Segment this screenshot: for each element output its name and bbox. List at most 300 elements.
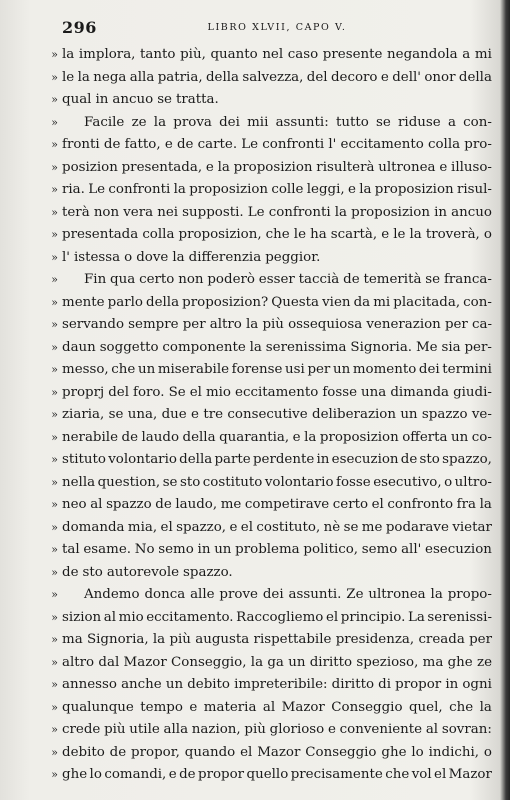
word: al: [262, 699, 276, 715]
word: parlo: [107, 294, 143, 310]
word: sto: [179, 474, 201, 490]
word: un: [214, 542, 232, 557]
word: del: [306, 69, 328, 85]
word: certo: [332, 497, 369, 512]
word: franca-: [443, 272, 492, 287]
quote-mark: »: [51, 475, 58, 489]
word: fatto,: [124, 137, 161, 152]
word: ghe: [62, 767, 88, 782]
word: ze: [477, 654, 492, 670]
word: de: [62, 564, 79, 580]
word: per: [307, 362, 331, 377]
word: per: [182, 317, 206, 332]
word: non: [178, 272, 204, 287]
word: donca: [144, 587, 186, 602]
word: all': [401, 542, 422, 557]
text-line: [51, 562, 492, 585]
word: tempo: [140, 699, 183, 715]
word: che: [265, 227, 290, 242]
word: ultro-: [454, 474, 492, 490]
word: se: [157, 92, 172, 107]
word: se: [162, 474, 178, 490]
quote-mark: »: [51, 363, 58, 376]
word: implora,: [78, 47, 136, 62]
word: utile: [129, 722, 160, 737]
word: e: [205, 159, 214, 175]
word: altro: [209, 317, 242, 332]
word: daun: [62, 339, 96, 355]
word: presentada,: [121, 159, 203, 175]
word: placitada,: [393, 294, 461, 310]
word: risul-: [456, 182, 492, 197]
text-line: [51, 652, 492, 675]
word: de: [103, 137, 121, 152]
word: quel,: [408, 699, 443, 715]
word: confronti: [108, 182, 171, 197]
word: ancuo: [112, 92, 154, 107]
word: le: [393, 227, 406, 242]
word: nè: [323, 519, 341, 535]
word: la: [246, 317, 259, 332]
word: el: [325, 609, 339, 625]
word: della: [179, 452, 213, 467]
word: annesso: [62, 677, 117, 692]
quote-mark: »: [51, 700, 58, 714]
word: eccitamento: [340, 137, 424, 152]
word: se: [343, 519, 359, 535]
word: miserabile: [157, 362, 230, 377]
word: dimanda: [390, 384, 450, 400]
word: e: [168, 767, 177, 782]
word: termini: [442, 362, 492, 377]
word: tutto: [335, 114, 369, 130]
word: soggetto: [99, 339, 159, 355]
quote-mark: »: [51, 115, 58, 129]
word: Mazor: [448, 767, 492, 782]
word: el: [160, 519, 173, 535]
text-line: [51, 292, 492, 315]
quote-mark: »: [51, 318, 58, 331]
quote-mark: »: [51, 745, 58, 759]
word: propor: [198, 767, 245, 782]
word: la: [77, 69, 90, 85]
word: spazzo,: [442, 452, 492, 467]
word: ve-: [471, 407, 492, 422]
word: ria.: [62, 182, 85, 197]
quote-mark: »: [51, 588, 58, 601]
word: ziaria,: [62, 407, 105, 422]
word: Facile: [84, 114, 125, 130]
word: indichi,: [428, 744, 480, 760]
word: che: [449, 699, 474, 715]
text-line: [51, 247, 492, 270]
word: in: [95, 92, 109, 107]
word: troverà,: [425, 227, 480, 242]
word: de: [155, 497, 172, 512]
word: spezioso,: [356, 654, 419, 670]
word: semo: [361, 542, 398, 557]
text-line: [51, 269, 492, 292]
word: parte: [214, 452, 251, 467]
word: in: [434, 204, 448, 220]
quote-mark: »: [51, 520, 58, 534]
word: Conseggio: [305, 744, 377, 760]
quote-mark: »: [51, 723, 58, 736]
word: al: [425, 722, 439, 737]
word: Le: [247, 204, 265, 220]
word: spazzo,: [176, 519, 227, 535]
word: proposizion: [233, 159, 313, 175]
word: spazzo: [421, 407, 468, 422]
quote-mark: »: [51, 138, 58, 151]
word: temerità: [363, 272, 422, 287]
word: illuso-: [451, 159, 492, 175]
word: dal: [98, 654, 120, 670]
quote-mark: »: [51, 453, 58, 466]
word: del: [108, 384, 129, 400]
word: negandola: [387, 47, 458, 62]
word: le: [293, 227, 307, 242]
word: nei: [157, 204, 179, 220]
quote-mark: »: [51, 498, 58, 511]
word: impreteribile:: [234, 677, 328, 692]
word: per-: [464, 339, 492, 355]
word: della: [205, 69, 240, 85]
word: Fin: [84, 272, 107, 287]
word: Signoria,: [86, 632, 149, 647]
word: a: [447, 114, 456, 130]
word: più,: [180, 47, 206, 62]
text-line: [51, 764, 492, 787]
word: lo: [89, 767, 102, 782]
word: me: [361, 519, 383, 535]
word: dell': [392, 69, 421, 85]
word: risulterà: [316, 159, 375, 175]
word: esecuzion: [331, 452, 399, 467]
word: vol: [411, 767, 432, 782]
word: quando: [184, 744, 236, 760]
word: terà: [62, 204, 90, 220]
word: co-: [471, 429, 492, 445]
word: due: [161, 407, 187, 422]
text-line: [51, 742, 492, 765]
word: più: [169, 632, 191, 647]
word: Conseggio: [331, 699, 403, 715]
word: el: [434, 767, 447, 782]
word: politico,: [303, 542, 359, 557]
word: quarantia,: [219, 429, 290, 445]
word: vera: [123, 204, 154, 220]
word: posizion: [62, 159, 118, 175]
word: e: [189, 699, 198, 715]
word: pro-: [464, 137, 492, 152]
text-line: [51, 382, 492, 405]
word: spazzo.: [183, 564, 233, 580]
word: se: [425, 272, 441, 287]
word: proposizion: [374, 182, 454, 197]
word: No: [134, 542, 155, 557]
word: colla: [427, 137, 461, 152]
word: spazzo: [106, 497, 152, 512]
word: della: [146, 294, 180, 310]
word: o: [483, 744, 492, 760]
text-line: [51, 697, 492, 720]
word: qualunque: [62, 699, 134, 715]
text-line: [51, 584, 492, 607]
word: creada: [418, 632, 465, 647]
quote-mark: »: [51, 93, 58, 106]
word: un: [288, 654, 306, 670]
word: le: [62, 69, 75, 85]
word: Andemo: [84, 587, 140, 602]
word: che: [111, 362, 136, 377]
word: esecutivo,: [373, 474, 442, 490]
quote-mark: »: [51, 295, 58, 309]
quote-mark: »: [51, 565, 58, 579]
word: stituto: [62, 452, 106, 467]
text-line: [51, 719, 492, 742]
text-line: [51, 539, 492, 562]
running-head: LIBRO XLVII, CAPO V.: [207, 22, 347, 33]
word: semo: [158, 542, 194, 557]
word: vietar: [452, 519, 492, 535]
word: quello: [246, 767, 289, 782]
word: o: [444, 474, 453, 490]
word: consecutive: [227, 407, 308, 422]
word: una,: [127, 407, 158, 422]
word: forense: [231, 362, 283, 377]
text-line: [51, 629, 492, 652]
word: se: [376, 114, 391, 130]
word: mi: [373, 294, 391, 310]
word: tratta.: [175, 92, 219, 107]
quote-mark: »: [51, 633, 58, 646]
word: mia,: [127, 519, 158, 535]
word: la: [334, 204, 348, 220]
word: in: [316, 452, 330, 467]
word: differenzia: [188, 249, 262, 265]
word: l': [62, 249, 70, 265]
text-line: [51, 517, 492, 540]
word: dei: [219, 114, 240, 130]
word: la: [62, 47, 75, 62]
word: la: [173, 182, 186, 197]
word: o: [483, 227, 492, 242]
word: domanda: [62, 519, 125, 535]
word: crede: [62, 722, 101, 737]
word: un: [451, 429, 469, 445]
word: ghe: [447, 654, 473, 670]
word: al: [103, 609, 117, 625]
word: dei: [418, 362, 440, 377]
text-line: [51, 202, 492, 225]
word: ultronea: [378, 159, 436, 175]
word: confronti: [262, 137, 325, 152]
word: foro.: [133, 384, 165, 400]
word: e: [380, 69, 389, 85]
quote-mark: »: [51, 205, 58, 219]
word: mii: [247, 114, 269, 130]
text-line: [51, 359, 492, 382]
word: de: [179, 767, 196, 782]
word: presidenza,: [335, 632, 415, 647]
word: question,: [97, 474, 161, 490]
word: fronti: [62, 137, 100, 152]
quote-mark: »: [51, 430, 58, 444]
word: decoro: [330, 69, 378, 85]
word: costituto,: [256, 519, 321, 535]
word: ancuo: [451, 204, 492, 220]
word: un: [400, 407, 418, 422]
text-line: [51, 314, 492, 337]
word: proposizion: [351, 204, 430, 220]
text-line: [51, 404, 492, 427]
word: messo,: [62, 362, 109, 377]
text-line: [51, 89, 492, 112]
text-line: [51, 179, 492, 202]
word: e: [164, 137, 173, 152]
word: proposizion: [319, 429, 399, 445]
word: più: [104, 722, 126, 737]
word: mio: [205, 384, 231, 400]
word: ca-: [471, 317, 492, 332]
word: se: [108, 407, 124, 422]
quote-mark: »: [51, 408, 58, 421]
word: el: [240, 744, 253, 760]
word: podarave: [385, 519, 449, 535]
word: esser: [258, 272, 295, 287]
word: un: [165, 677, 184, 692]
word: ma: [62, 632, 83, 647]
text-line: [51, 112, 492, 135]
word: con-: [463, 114, 492, 130]
word: volontario: [264, 474, 334, 490]
quote-mark: »: [51, 543, 58, 556]
word: el: [240, 519, 253, 535]
word: e: [191, 407, 199, 422]
word: proposizion?: [182, 294, 269, 310]
word: el: [189, 384, 202, 400]
word: eccitamento.: [146, 609, 234, 625]
word: precisamente: [290, 767, 383, 782]
word: prova: [173, 114, 212, 130]
word: patria,: [157, 69, 203, 85]
word: nella: [62, 474, 96, 490]
word: istessa: [73, 249, 121, 265]
quote-mark: »: [51, 678, 58, 691]
word: la: [479, 497, 492, 512]
word: in: [197, 542, 211, 557]
quote-mark: »: [51, 610, 58, 624]
word: certo: [139, 272, 175, 287]
word: neo: [62, 497, 87, 512]
word: Conseggio,: [171, 654, 247, 670]
word: la: [152, 632, 166, 647]
word: de: [121, 429, 138, 445]
word: qual: [62, 92, 92, 107]
text-line: [51, 157, 492, 180]
quote-mark: »: [51, 385, 58, 399]
page-number: 296: [62, 18, 97, 37]
word: e: [292, 429, 301, 445]
word: competirave: [244, 497, 330, 512]
word: costituto: [202, 474, 263, 490]
text-line: [51, 44, 492, 67]
text-line: [51, 224, 492, 247]
word: onor: [424, 69, 456, 85]
word: mi: [474, 47, 492, 62]
word: Raccogliemo: [236, 609, 324, 625]
word: vien: [322, 294, 351, 310]
word: Ze: [346, 587, 364, 602]
word: debito: [62, 744, 105, 760]
word: perdente: [252, 452, 315, 467]
page-header: [62, 18, 492, 36]
text-line: [51, 449, 492, 472]
word: alla: [163, 722, 189, 737]
word: Mazor: [257, 744, 301, 760]
word: materia: [203, 699, 257, 715]
word: tre: [203, 407, 224, 422]
word: da: [353, 294, 371, 310]
word: e: [327, 722, 336, 737]
quote-mark: »: [51, 183, 58, 196]
word: laudo: [141, 429, 180, 445]
word: propor: [395, 677, 442, 692]
word: ghe: [381, 744, 407, 760]
word: dove: [136, 249, 169, 265]
word: de: [109, 744, 127, 760]
word: più: [262, 317, 284, 332]
word: l': [328, 137, 337, 152]
word: presente: [322, 47, 383, 62]
word: sto: [82, 564, 103, 580]
word: della: [182, 429, 216, 445]
text-line: [51, 134, 492, 157]
word: e: [347, 182, 356, 197]
word: autorevole: [106, 564, 180, 580]
word: propo-: [447, 587, 492, 602]
word: e: [439, 159, 448, 175]
word: scartà,: [330, 227, 378, 242]
word: sto: [419, 452, 440, 467]
word: Le: [241, 137, 259, 152]
word: proprj: [62, 384, 105, 400]
body-text: [51, 44, 492, 787]
word: proposizion: [189, 182, 269, 197]
word: mente: [62, 294, 105, 310]
quote-mark: »: [51, 48, 58, 61]
word: ogni: [462, 677, 492, 692]
word: diritto: [331, 677, 375, 692]
word: una: [361, 384, 387, 400]
word: la: [153, 114, 167, 130]
word: salvezza,: [242, 69, 304, 85]
word: fosse: [322, 384, 358, 400]
word: momento: [352, 362, 417, 377]
word: altro: [62, 654, 95, 670]
word: alle: [190, 587, 215, 602]
word: propor,: [131, 744, 180, 760]
word: ultronea: [368, 587, 426, 602]
word: peggior.: [265, 249, 321, 265]
word: di: [378, 677, 392, 692]
word: non: [93, 204, 120, 220]
word: più: [244, 722, 266, 737]
word: confronti: [268, 204, 331, 220]
word: Me: [415, 339, 438, 355]
word: che: [385, 767, 410, 782]
